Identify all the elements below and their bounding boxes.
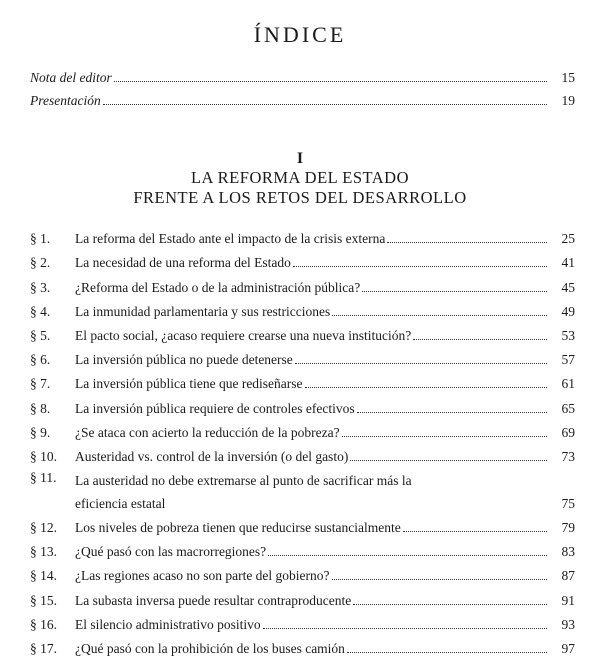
entry-title: La inversión pública tiene que rediseñarse (75, 376, 303, 392)
section-number: § 4. (30, 303, 51, 319)
page-number: 65 (561, 400, 575, 416)
entry-title: ¿Se ataca con acierto la reducción de la pobreza? (75, 424, 340, 440)
toc-entry (30, 416, 575, 440)
section-number: § 2. (30, 255, 51, 271)
toc-entry (30, 464, 575, 511)
entry-title: ¿Reforma del Estado o de la administración pública? (75, 279, 361, 295)
page-number: 49 (561, 303, 575, 319)
leader-dots (103, 104, 547, 105)
section-number: § 11. (30, 469, 57, 485)
page-number: 97 (561, 641, 575, 656)
page-number: 73 (561, 448, 575, 464)
toc-entry (30, 440, 575, 464)
section-number: § 13. (30, 544, 57, 560)
page-number: 15 (561, 70, 575, 85)
leader-dots (268, 555, 547, 556)
entry-title: La inmunidad parlamentaria y sus restricciones (75, 303, 331, 319)
toc-entry (30, 391, 575, 415)
page-number: 79 (561, 520, 575, 536)
part-number: I (296, 150, 304, 167)
leader-dots (342, 436, 547, 437)
leader-dots (114, 81, 547, 82)
page-number: 45 (561, 279, 575, 295)
entry-title: Los niveles de pobreza tienen que reducirse sustancialmente (75, 520, 401, 536)
entry-title: La inversión pública requiere de controles efectivos (75, 400, 355, 416)
leader-dots (263, 628, 547, 629)
section-number: § 3. (30, 279, 51, 295)
toc-entry (30, 511, 575, 535)
toc-entry (30, 367, 575, 391)
leader-dots (305, 387, 547, 388)
leader-dots (353, 604, 547, 605)
leader-dots (295, 363, 547, 364)
entry-title: ¿Qué pasó con las macrorregiones? (75, 544, 267, 560)
leader-dots (403, 531, 547, 532)
page-title: ÍNDICE (253, 22, 347, 47)
leader-dots (362, 291, 547, 292)
leader-dots (357, 412, 547, 413)
entry-label: Presentación (30, 93, 101, 108)
toc-entry (30, 270, 575, 294)
entry-title: La reforma del Estado ante el impacto de la crisis externa (75, 231, 386, 247)
leader-dots (332, 315, 547, 316)
page-number: 93 (561, 616, 575, 632)
leader-dots (293, 266, 547, 267)
part-title-line2: FRENTE A LOS RETOS DEL DESARROLLO (133, 188, 467, 207)
section-number: § 9. (30, 424, 51, 440)
page-number: 61 (561, 376, 575, 392)
part-title-line1: LA REFORMA DEL ESTADO (190, 168, 410, 187)
toc-entry (30, 222, 575, 246)
toc-list (30, 222, 575, 656)
entry-title: ¿Las regiones acaso no son parte del gobierno? (75, 568, 330, 584)
page-number: 57 (561, 352, 575, 368)
entry-title: La subasta inversa puede resultar contraproducente (75, 592, 352, 608)
entry-title: La inversión pública no puede detenerse (75, 352, 293, 368)
section-number: § 17. (30, 641, 57, 656)
leader-dots (347, 652, 547, 653)
leader-dots (332, 579, 547, 580)
section-number: § 15. (30, 592, 57, 608)
toc-entry (30, 343, 575, 367)
section-number: § 10. (30, 448, 57, 464)
page-number: 75 (561, 495, 575, 511)
leader-dots (387, 242, 547, 243)
section-number: § 16. (30, 616, 57, 632)
toc-entry (30, 608, 575, 632)
toc-entry (30, 319, 575, 343)
toc-entry (30, 246, 575, 270)
entry-label: Nota del editor (30, 70, 112, 85)
entry-title: ¿Qué pasó con la prohibición de los buses camión (75, 641, 345, 656)
toc-entry (30, 295, 575, 319)
entry-title: La necesidad de una reforma del Estado (75, 255, 291, 271)
section-number: § 12. (30, 520, 57, 536)
page-number: 87 (561, 568, 575, 584)
section-number: § 14. (30, 568, 57, 584)
leader-dots (413, 339, 547, 340)
toc-entry (30, 535, 575, 559)
leader-dots (350, 460, 547, 461)
section-number: § 1. (30, 231, 51, 247)
entry-title: Austeridad vs. control de la inversión (o del gasto) (75, 448, 349, 464)
section-number: § 7. (30, 376, 51, 392)
section-number: § 5. (30, 327, 51, 343)
section-number: § 8. (30, 400, 51, 416)
page-number: 91 (561, 592, 575, 608)
section-number: § 6. (30, 352, 51, 368)
entry-title: El pacto social, ¿acaso requiere crearse una nueva institución? (75, 327, 412, 343)
page-number: 41 (561, 255, 575, 271)
toc-entry (30, 632, 575, 656)
entry-title: La austeridad no debe extremarse al punto de sacrificar más la (75, 472, 412, 488)
front-matter-entry (30, 93, 575, 109)
page-number: 25 (561, 231, 575, 247)
page-number: 83 (561, 544, 575, 560)
toc-entry (30, 559, 575, 583)
entry-title: El silencio administrativo positivo (75, 616, 261, 632)
toc-entry (30, 583, 575, 607)
entry-title-continued: eficiencia estatal (75, 495, 166, 511)
page-number: 19 (561, 93, 575, 108)
page-number: 53 (561, 327, 575, 343)
page-number: 69 (561, 424, 575, 440)
front-matter-entry (30, 70, 575, 86)
